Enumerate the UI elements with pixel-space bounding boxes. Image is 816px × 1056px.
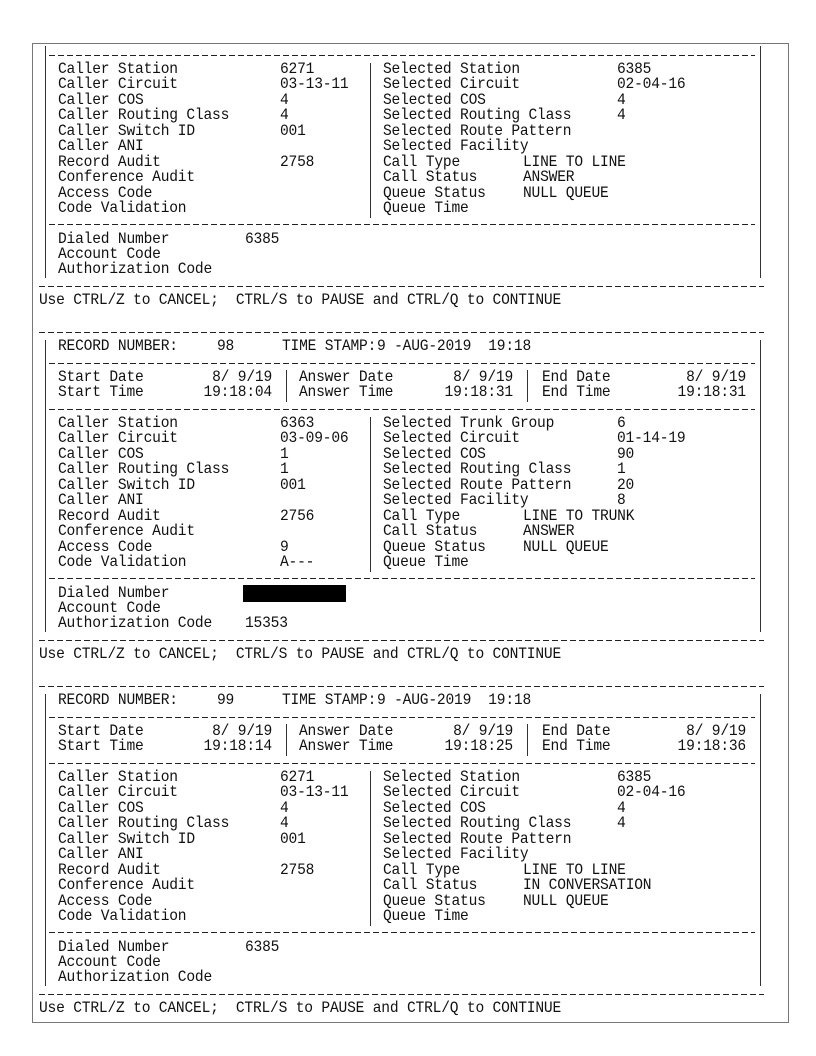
dialed-field-value: 6385	[245, 231, 280, 249]
dashed-divider	[49, 409, 755, 410]
selected-field-label: Selected Facility	[383, 138, 529, 156]
selected-field-label: Selected Circuit	[383, 77, 520, 94]
caller-field-label: Caller Switch ID	[58, 477, 195, 495]
start-time-label: Start Time	[58, 384, 144, 402]
caller-field-value: 6271	[280, 61, 315, 79]
caller-field-label: Caller Station	[58, 769, 178, 787]
selected-field-label: Selected Routing Class	[383, 461, 572, 479]
caller-field-value: 6271	[280, 769, 315, 787]
selected-field-label: Selected Trunk Group	[383, 415, 555, 433]
selected-field-label: Selected Station	[383, 61, 520, 79]
selected-field-label: Selected Facility	[383, 492, 529, 510]
selected-field-label: Call Type	[383, 154, 461, 172]
selected-field-value: LINE TO TRUNK	[523, 508, 635, 526]
control-keys-prompt: Use CTRL/Z to CANCEL; CTRL/S to PAUSE and CTRL/Q to CONTINUE	[39, 646, 562, 664]
selected-field-value: 4	[617, 107, 626, 125]
caller-field-value: 9	[280, 539, 289, 556]
record-box-right	[760, 46, 761, 278]
caller-field-label: Caller Circuit	[58, 431, 178, 448]
dashed-divider	[49, 224, 755, 225]
start-time: 19:18:04	[203, 384, 272, 402]
vertical-divider	[286, 724, 287, 756]
record-bottom-divider	[39, 286, 764, 287]
caller-field-label: Access Code	[58, 893, 153, 910]
selected-field-label: Call Status	[383, 169, 478, 187]
dialed-field-value: 15353	[245, 615, 288, 633]
record-box-right	[760, 694, 761, 986]
dialed-field-label: Authorization Code	[58, 261, 213, 279]
column-divider	[370, 63, 371, 218]
selected-field-value: 02-04-16	[617, 785, 686, 802]
end-time-label: End Time	[542, 738, 611, 756]
dashed-divider	[49, 578, 755, 579]
answer-date: 8/ 9/19	[453, 723, 513, 741]
caller-field-value: 4	[280, 800, 289, 818]
selected-field-value: 02-04-16	[617, 77, 686, 94]
selected-field-label: Queue Time	[383, 200, 469, 218]
end-date-label: End Date	[542, 723, 611, 741]
caller-field-value: 001	[280, 123, 306, 141]
selected-field-label: Selected Circuit	[383, 431, 520, 448]
caller-field-value: A---	[280, 554, 315, 572]
selected-field-label: Queue Status	[383, 539, 486, 556]
caller-field-label: Caller Circuit	[58, 77, 178, 94]
selected-field-label: Selected Route Pattern	[383, 123, 572, 141]
selected-field-label: Call Status	[383, 877, 478, 895]
selected-field-value: 1	[617, 461, 626, 479]
record-bottom-divider	[39, 640, 764, 641]
selected-field-label: Queue Time	[383, 908, 469, 926]
end-time: 19:18:31	[677, 384, 746, 402]
caller-field-label: Caller ANI	[58, 138, 144, 156]
caller-field-label: Code Validation	[58, 908, 187, 926]
answer-time-label: Answer Time	[299, 384, 394, 402]
answer-time-label: Answer Time	[299, 738, 394, 756]
dashed-divider	[49, 932, 755, 933]
caller-field-label: Record Audit	[58, 508, 161, 526]
selected-field-label: Call Status	[383, 523, 478, 541]
caller-field-value: 03-13-11	[280, 785, 349, 802]
caller-field-value: 2758	[280, 154, 315, 172]
end-date: 8/ 9/19	[686, 369, 746, 387]
selected-field-label: Selected Facility	[383, 846, 529, 864]
record-number-label: RECORD NUMBER:	[58, 338, 178, 356]
start-date-label: Start Date	[58, 369, 144, 387]
dashed-divider	[49, 363, 755, 364]
dialed-field-label: Dialed Number	[58, 231, 170, 249]
answer-date: 8/ 9/19	[453, 369, 513, 387]
start-time-label: Start Time	[58, 738, 144, 756]
record-top-divider	[39, 686, 764, 687]
record-number: 99	[217, 692, 235, 710]
selected-field-value: 20	[617, 477, 635, 495]
caller-field-label: Conference Audit	[58, 169, 195, 187]
caller-field-label: Caller COS	[58, 800, 144, 818]
start-date: 8/ 9/19	[212, 369, 272, 387]
selected-field-label: Selected Route Pattern	[383, 477, 572, 495]
dialed-field-label: Account Code	[58, 246, 161, 264]
selected-field-value: 6385	[617, 61, 652, 79]
answer-date-label: Answer Date	[299, 723, 394, 741]
selected-field-label: Call Type	[383, 862, 461, 880]
caller-field-label: Access Code	[58, 185, 153, 202]
column-divider	[370, 771, 371, 926]
vertical-divider	[527, 370, 528, 402]
dialed-field-label: Dialed Number	[58, 939, 170, 957]
caller-field-label: Caller COS	[58, 92, 144, 110]
control-keys-prompt: Use CTRL/Z to CANCEL; CTRL/S to PAUSE and CTRL/Q to CONTINUE	[39, 1000, 562, 1018]
dashed-divider	[49, 763, 755, 764]
caller-field-label: Conference Audit	[58, 877, 195, 895]
selected-field-value: NULL QUEUE	[523, 185, 609, 202]
selected-field-value: 01-14-19	[617, 431, 686, 448]
caller-field-label: Caller Station	[58, 61, 178, 79]
selected-field-value: 4	[617, 815, 626, 833]
caller-field-value: 4	[280, 815, 289, 833]
end-date-label: End Date	[542, 369, 611, 387]
selected-field-value: LINE TO LINE	[523, 154, 626, 172]
selected-field-label: Queue Time	[383, 554, 469, 572]
caller-field-label: Caller Routing Class	[58, 815, 230, 833]
record-box-left	[45, 46, 46, 278]
caller-field-value: 001	[280, 477, 306, 495]
selected-field-value: NULL QUEUE	[523, 893, 609, 910]
end-time: 19:18:36	[677, 738, 746, 756]
dialed-field-label: Account Code	[58, 600, 161, 618]
answer-time: 19:18:31	[444, 384, 513, 402]
selected-field-label: Selected Circuit	[383, 785, 520, 802]
end-date: 8/ 9/19	[686, 723, 746, 741]
selected-field-value: 6	[617, 415, 626, 433]
time-stamp: 9 -AUG-2019 19:18	[377, 692, 532, 710]
caller-field-value: 001	[280, 831, 306, 849]
caller-field-value: 1	[280, 461, 289, 479]
caller-field-label: Code Validation	[58, 200, 187, 218]
selected-field-value: 4	[617, 92, 626, 110]
dialed-field-value: 6385	[245, 939, 280, 957]
caller-field-label: Caller ANI	[58, 492, 144, 510]
caller-field-value: 1	[280, 446, 289, 464]
answer-date-label: Answer Date	[299, 369, 394, 387]
record-number-label: RECORD NUMBER:	[58, 692, 178, 710]
caller-field-value: 4	[280, 92, 289, 110]
dialed-field-label: Dialed Number	[58, 585, 170, 603]
start-date: 8/ 9/19	[212, 723, 272, 741]
caller-field-label: Caller COS	[58, 446, 144, 464]
selected-field-value: 90	[617, 446, 635, 464]
dialed-field-label: Authorization Code	[58, 615, 213, 633]
time-stamp-label: TIME STAMP:	[282, 692, 377, 710]
selected-field-label: Queue Status	[383, 893, 486, 910]
record-top-divider	[39, 332, 764, 333]
caller-field-value: 03-13-11	[280, 77, 349, 94]
caller-field-value: 4	[280, 107, 289, 125]
redacted-value-block	[243, 585, 346, 602]
caller-field-label: Record Audit	[58, 154, 161, 172]
record-number: 98	[217, 338, 235, 356]
selected-field-label: Selected COS	[383, 446, 486, 464]
selected-field-value: 6385	[617, 769, 652, 787]
selected-field-value: 8	[617, 492, 626, 510]
caller-field-value: 2758	[280, 862, 315, 880]
caller-field-label: Caller Switch ID	[58, 831, 195, 849]
caller-field-value: 2756	[280, 508, 315, 526]
selected-field-value: ANSWER	[523, 523, 575, 541]
caller-field-label: Caller ANI	[58, 846, 144, 864]
caller-field-label: Record Audit	[58, 862, 161, 880]
caller-field-label: Caller Routing Class	[58, 107, 230, 125]
record-bottom-divider	[39, 994, 764, 995]
selected-field-label: Selected Routing Class	[383, 815, 572, 833]
dialed-field-label: Authorization Code	[58, 969, 213, 987]
caller-field-label: Caller Routing Class	[58, 461, 230, 479]
end-time-label: End Time	[542, 384, 611, 402]
selected-field-value: LINE TO LINE	[523, 862, 626, 880]
record-box-right	[760, 340, 761, 632]
selected-field-label: Selected Route Pattern	[383, 831, 572, 849]
time-stamp: 9 -AUG-2019 19:18	[377, 338, 532, 356]
selected-field-label: Selected COS	[383, 800, 486, 818]
answer-time: 19:18:25	[444, 738, 513, 756]
time-stamp-label: TIME STAMP:	[282, 338, 377, 356]
caller-field-value: 6363	[280, 415, 315, 433]
vertical-divider	[527, 724, 528, 756]
selected-field-value: ANSWER	[523, 169, 575, 187]
vertical-divider	[286, 370, 287, 402]
selected-field-label: Queue Status	[383, 185, 486, 202]
control-keys-prompt: Use CTRL/Z to CANCEL; CTRL/S to PAUSE and CTRL/Q to CONTINUE	[39, 292, 562, 310]
caller-field-label: Caller Station	[58, 415, 178, 433]
selected-field-label: Selected Station	[383, 769, 520, 787]
caller-field-value: 03-09-06	[280, 431, 349, 448]
caller-field-label: Code Validation	[58, 554, 187, 572]
selected-field-value: 4	[617, 800, 626, 818]
caller-field-label: Caller Circuit	[58, 785, 178, 802]
column-divider	[370, 417, 371, 572]
selected-field-label: Call Type	[383, 508, 461, 526]
dashed-divider	[49, 55, 755, 56]
start-time: 19:18:14	[203, 738, 272, 756]
caller-field-label: Access Code	[58, 539, 153, 556]
caller-field-label: Conference Audit	[58, 523, 195, 541]
record-box-left	[45, 694, 46, 986]
selected-field-label: Selected COS	[383, 92, 486, 110]
dashed-divider	[49, 717, 755, 718]
selected-field-value: NULL QUEUE	[523, 539, 609, 556]
record-box-left	[45, 340, 46, 632]
selected-field-label: Selected Routing Class	[383, 107, 572, 125]
caller-field-label: Caller Switch ID	[58, 123, 195, 141]
selected-field-value: IN CONVERSATION	[523, 877, 652, 895]
dialed-field-label: Account Code	[58, 954, 161, 972]
start-date-label: Start Date	[58, 723, 144, 741]
